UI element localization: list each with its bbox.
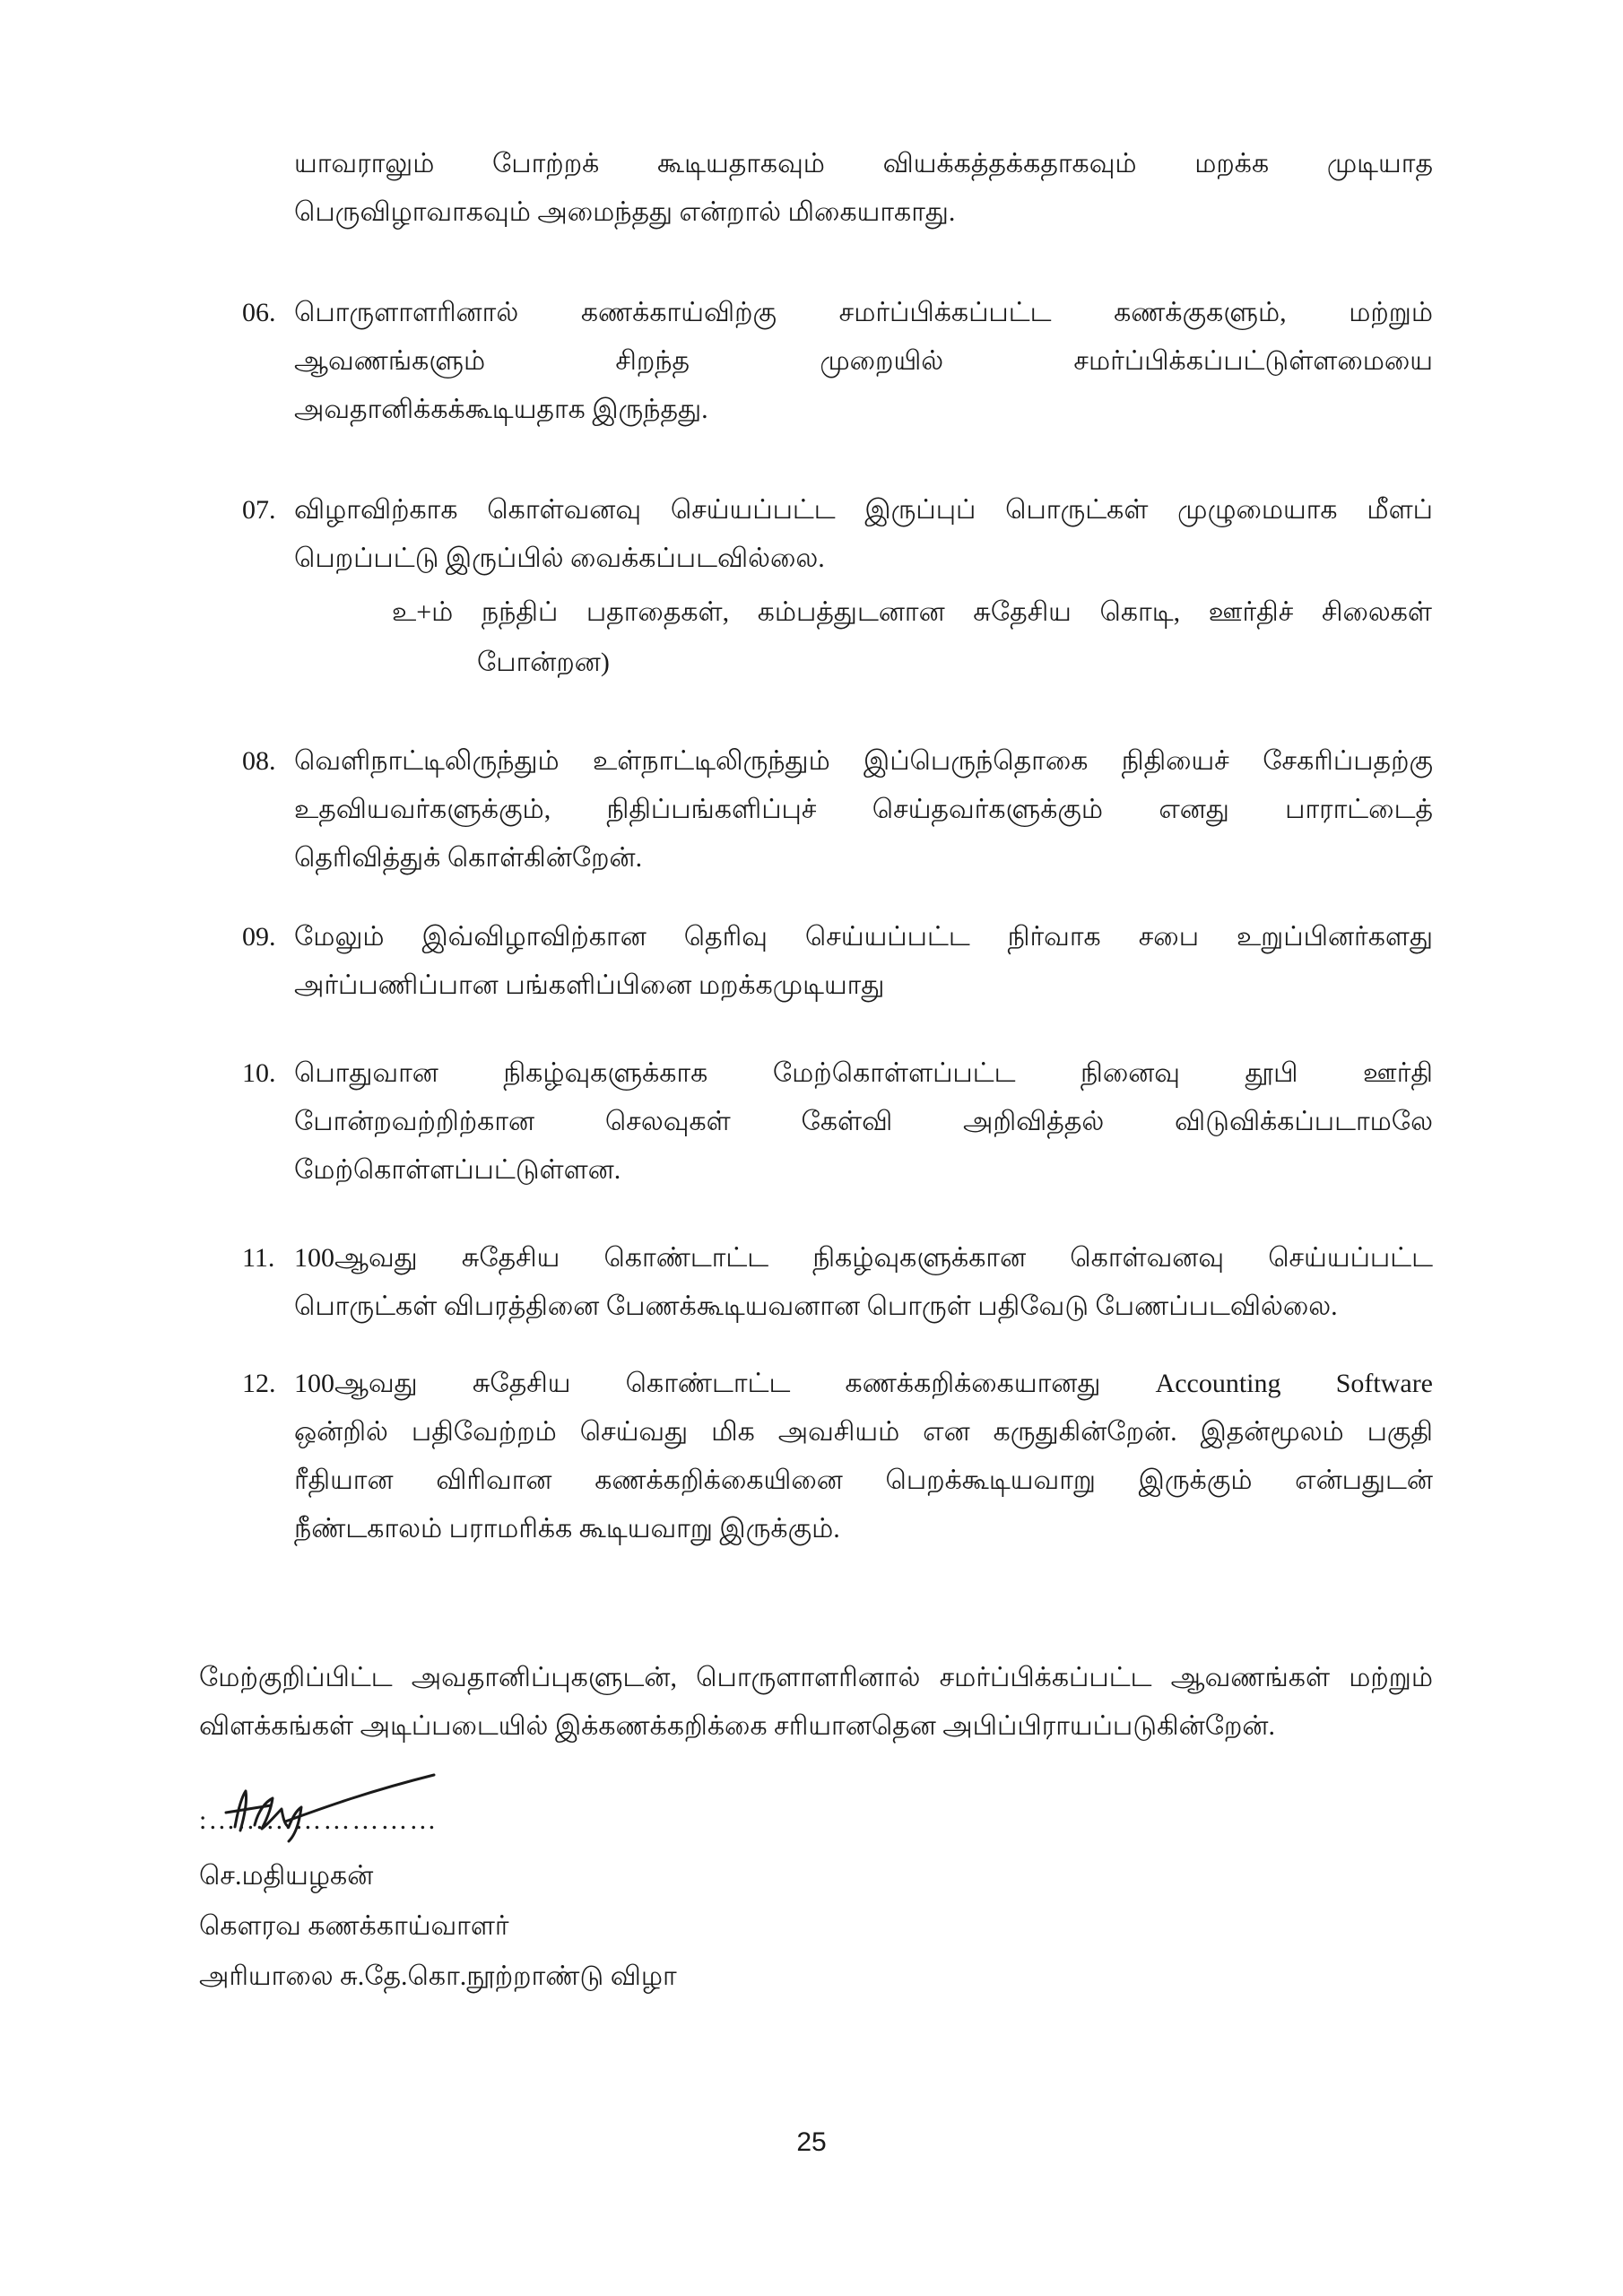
item-07-note-cont: போன்றன) bbox=[477, 648, 610, 677]
intro-line: பெருவிழாவாகவும் அமைந்தது என்றால் மிகையாகாது. bbox=[294, 197, 956, 227]
item-number: 06. bbox=[242, 298, 276, 327]
closing-line: விளக்கங்கள் அடிப்படையில் இக்கணக்கறிக்கை சரியானதென அபிப்பிராயப்படுகின்றேன். bbox=[199, 1711, 1275, 1741]
closing-paragraph bbox=[199, 1654, 1433, 1751]
item-number: 08. bbox=[242, 746, 276, 776]
item-line: 100ஆவது சுதேசிய கொண்டாட்ட கணக்கறிக்கையானது Accounting Software bbox=[294, 1369, 1433, 1398]
note-line: உ+ம் நந்திப் பதாதைகள், கம்பத்துடனான சுதேசிய கொடி, ஊர்திச் சிலைகள் bbox=[392, 597, 1432, 627]
item-line: ஆவணங்களும் சிறந்த முறையில் சமர்ப்பிக்கப்பட்டுள்ளமையை bbox=[294, 346, 1433, 376]
item-line: 100ஆவது சுதேசிய கொண்டாட்ட நிகழ்வுகளுக்கான கொள்வனவு செய்யப்பட்ட bbox=[294, 1243, 1433, 1273]
page-number: 25 bbox=[796, 2127, 827, 2157]
item-number: 10. bbox=[242, 1058, 276, 1088]
item-line: நீண்டகாலம் பராமரிக்க கூடியவாறு இருக்கும். bbox=[294, 1514, 840, 1544]
item-07-note bbox=[392, 588, 1432, 637]
item-line: ரீதியான விரிவான கணக்கறிக்கையினை பெறக்கூடியவாறு இருக்கும் என்பதுடன் bbox=[294, 1465, 1433, 1495]
item-line: பொருளாளரினால் கணக்காய்விற்கு சமர்ப்பிக்கப்பட்ட கணக்குகளும், மற்றும் bbox=[294, 298, 1433, 327]
item-line: போன்றவற்றிற்கான செலவுகள் கேள்வி அறிவித்தல் விடுவிக்கப்படாமலே bbox=[294, 1107, 1433, 1136]
signer-title: கௌரவ கணக்காய்வாளர் bbox=[199, 1911, 509, 1941]
intro-paragraph bbox=[294, 140, 1433, 237]
item-line: விழாவிற்காக கொள்வனவு செய்யப்பட்ட இருப்புப் பொருட்கள் முழுமையாக மீளப் bbox=[294, 495, 1433, 525]
closing-line: மேற்குறிப்பிட்ட அவதானிப்புகளுடன், பொருளாளரினால் சமர்ப்பிக்கப்பட்ட ஆவணங்கள் மற்றும் bbox=[199, 1663, 1433, 1692]
item-number: 07. bbox=[242, 495, 276, 525]
item-line: வெளிநாட்டிலிருந்தும் உள்நாட்டிலிருந்தும் இப்பெருந்தொகை நிதியைச் சேகரிப்பதற்கு bbox=[294, 746, 1433, 776]
item-line: அவதானிக்கக்கூடியதாக இருந்தது. bbox=[294, 395, 708, 424]
item-line: அர்ப்பணிப்பான பங்களிப்பினை மறக்கமுடியாது bbox=[294, 970, 885, 1000]
item-number: 09. bbox=[242, 922, 276, 952]
item-line: பெறப்பட்டு இருப்பில் வைக்கப்படவில்லை. bbox=[294, 544, 825, 573]
signer-name: செ.மதியழகன் bbox=[199, 1861, 374, 1891]
item-number: 12. bbox=[242, 1369, 276, 1398]
item-number: 11. bbox=[242, 1243, 275, 1273]
item-line: பொதுவான நிகழ்வுகளுக்காக மேற்கொள்ளப்பட்ட நினைவு தூபி ஊர்தி bbox=[294, 1058, 1433, 1088]
item-line: தெரிவித்துக் கொள்கின்றேன். bbox=[294, 843, 643, 873]
signer-organization: அரியாலை சு.தே.கொ.நூற்றாண்டு விழா bbox=[199, 1961, 677, 1991]
intro-line: யாவராலும் போற்றக் கூடியதாகவும் வியக்கத்தக்கதாகவும் மறக்க முடியாத bbox=[294, 149, 1433, 178]
item-line: ஒன்றில் பதிவேற்றம் செய்வது மிக அவசியம் என கருதுகின்றேன். இதன்மூலம் பகுதி bbox=[294, 1417, 1433, 1447]
item-line: பொருட்கள் விபரத்தினை பேணக்கூடியவனான பொருள் பதிவேடு பேணப்படவில்லை. bbox=[294, 1292, 1338, 1321]
signature-line: :…………………… bbox=[199, 1805, 438, 1835]
item-line: மேற்கொள்ளப்பட்டுள்ளன. bbox=[294, 1155, 621, 1185]
item-line: உதவியவர்களுக்கும், நிதிப்பங்களிப்புச் செய்தவர்களுக்கும் எனது பாராட்டைத் bbox=[294, 795, 1433, 824]
item-line: மேலும் இவ்விழாவிற்கான தெரிவு செய்யப்பட்ட நிர்வாக சபை உறுப்பினர்களது bbox=[294, 922, 1433, 952]
